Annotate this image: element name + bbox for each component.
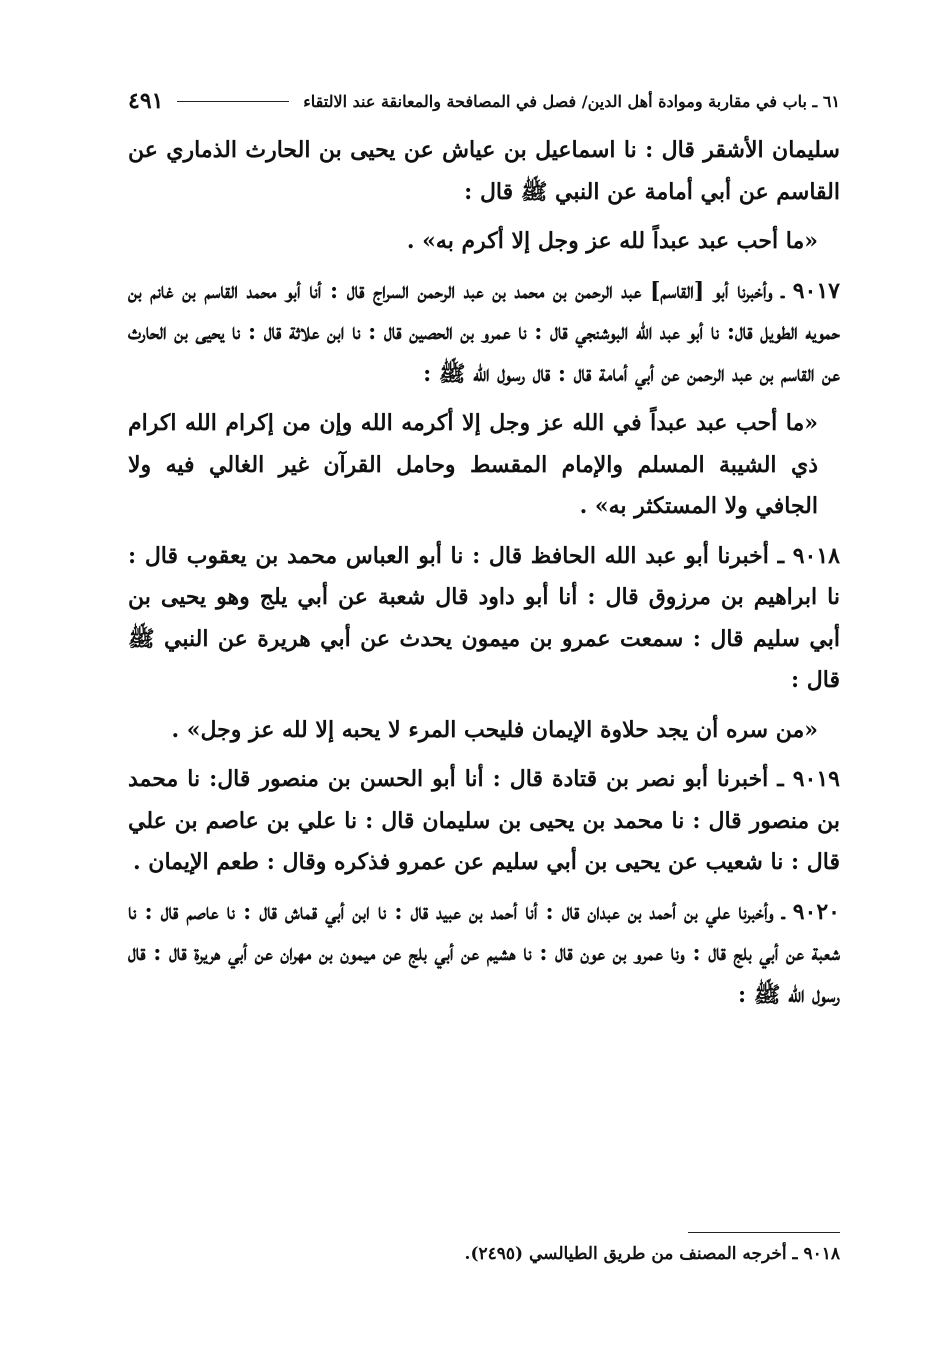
paragraph: سليمان الأشقر قال : نا اسماعيل بن عياش عن يحيى بن الحارث الذماري عن القاسم عن أبي أمامة عن النبي ﷺ قال : [128, 137, 840, 205]
footnote-divider [688, 1232, 840, 1233]
hadith-quote: «ما أحب عبد عبداً في الله عز وجل إلا أكرمه الله وإن من إكرام الله اكرام ذي الشيبة المسلم والإمام المقسط وحامل القرآن غير الغالي فيه ولا الجافي ولا المستكثر به» . [128, 410, 818, 519]
hadith-quote: «ما أحب عبد عبداً لله عز وجل إلا أكرم به» . [406, 228, 818, 254]
paragraph: ٩٠١٩ ـ أخبرنا أبو نصر بن قتادة قال : أنا أبو الحسن بن منصور قال: نا محمد بن منصور قال : نا محمد بن يحيى بن سليمان قال : نا علي بن عاصم بن علي قال : نا شعيب عن يحيى بن أبي سليم عن عمرو فذكره وقال : طعم الإيمان . [128, 766, 840, 875]
running-header [128, 84, 840, 118]
book-page [128, 84, 840, 1284]
hadith-quote: «من سره أن يجد حلاوة الإيمان فليحب المرء لا يحبه إلا لله عز وجل» . [171, 716, 818, 743]
chapter-title: ٦١ ـ باب في مقاربة وموادة أهل الدين/ فصل في المصافحة والمعانقة عند الالتقاء [303, 91, 840, 111]
footnote: ٩٠١٨ ـ أخرجه المصنف من طريق الطيالسي (٢٤٩٥). [464, 1244, 840, 1264]
page-body [128, 130, 840, 1016]
paragraph: ٩٠١٧ ـ وأخبرنا أبو [القاسم] عبد الرحمن بن محمد بن عبد الرحمن السراج قال : أنا أبو محمد القاسم بن غانم بن حمويه الطويل قال: نا أبو عبد الله البوشنجي قال : نا عمرو بن الحصين قال : نا ابن علاثة قال : نا يحيى بن الحارث عن القاسم بن عبد الرحمن عن أبي أمامة قال : قال رسول الله ﷺ : [128, 277, 840, 387]
header-divider [177, 101, 289, 102]
paragraph: ٩٠٢٠ ـ وأخبرنا علي بن أحمد بن عبدان قال : أنا أحمد بن عبيد قال : نا ابن أبي قماش قال : نا عاصم قال : نا شعبة عن أبي بلج قال : ونا عمرو بن عون قال : نا هشيم عن أبي بلج عن ميمون بن مهران عن أبي هريرة قال : قال رسول الله ﷺ : [128, 898, 840, 1008]
paragraph: ٩٠١٨ ـ أخبرنا أبو عبد الله الحافظ قال : نا أبو العباس محمد بن يعقوب قال : نا ابراهيم بن مرزوق قال : أنا أبو داود قال شعبة عن أبي يلج وهو يحيى بن أبي سليم قال : سمعت عمرو بن ميمون يحدث عن أبي هريرة عن النبي ﷺ قال : [128, 542, 840, 693]
page-number: ٤٩١ [128, 88, 164, 114]
